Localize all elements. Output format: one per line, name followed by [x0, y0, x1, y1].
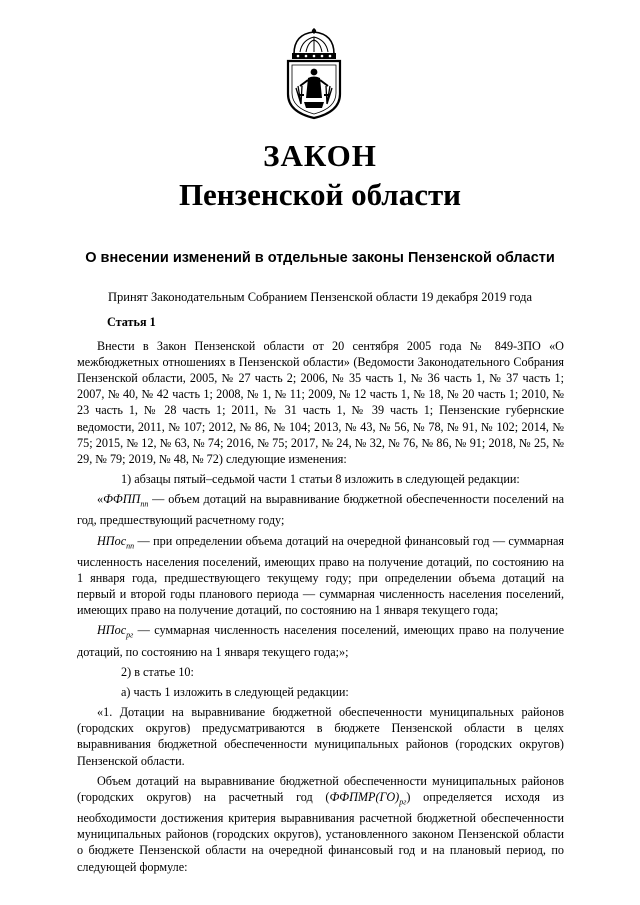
penza-coat-of-arms-icon: [278, 28, 350, 120]
article-intro-paragraph: Внести в Закон Пензенской области от 20 сентября 2005 года № 849-ЗПО «О межбюджетных отношениях в Пензенской области» (Ведомости Законодательного Собрания Пензенской области, 2005, № 27 часть 2; 2006, № 35 часть 1, № 36 часть 1, № 37 часть 1; 2007, № 40, № 42 часть 1; 2008, № 1, № 11; 2009, № 12 часть 1, № 18, № 20 часть 1; 2010, № 23 часть 1, № 28 часть 1; 2011, № 31 часть 1, № 39 часть 1; Пензенские губернские ведомости, 2011, № 107; 2012, № 86, № 104; 2013, № 43, № 56, № 78, № 91, № 102; 2014, № 75; 2015, № 12, № 63, № 74; 2016, № 75; 2017, № 24, № 32, № 76, № 86, № 91; 2018, № 25, № 29, № 79; 2019, № 48, № 72) следующие изменения:: [77, 339, 564, 466]
definition-text: — при определении объема дотаций на очередной финансовый год — суммарная численность населения поселений, имеющих право на получение дотаций, по состоянию на 1 января года, предшествующего текущему году; при определении объема дотаций на первый и второй годы планового периода — суммарная численность населения поселений, имеющих право на получение дотаций, по состоянию на 1 января текущего года;: [77, 533, 564, 618]
document-body: [77, 314, 564, 875]
formula-definition-ffpp: [77, 491, 564, 529]
law-name: О внесении изменений в отдельные законы Пензенской области: [85, 250, 555, 266]
adoption-line: Принят Законодательным Собранием Пензенской области 19 декабря 2019 года: [107, 290, 533, 304]
quote-open: «: [97, 491, 104, 506]
formula-variable: $ФФПМР(ГО)_{рг}$: [329, 789, 407, 807]
formula-definition-npos-rg: [77, 622, 564, 660]
part-1-paragraph: «1. Дотации на выравнивание бюджетной обеспеченности муниципальных районов (городских округов) предусматриваются в бюджете Пензенской области в целях выравнивания бюджетной обеспеченности муниципальных районов (городских округов) Пензенской области.: [77, 705, 564, 768]
definition-text: — объем дотаций на выравнивание бюджетной обеспеченности поселений на год, предшествующий расчетному году;: [77, 491, 564, 528]
formula-definition-npos-pp: [77, 533, 564, 619]
formula-variable: $ФФПП_{пп}$: [103, 491, 149, 509]
article-heading: Статья 1: [107, 315, 156, 329]
document-title: ЗАКОН: [263, 138, 377, 173]
subsidy-volume-paragraph: Объем дотаций на выравнивание бюджетной обеспеченности муниципальных районов (городских округов) на расчетный год $(ФФПМР(ГО)_{рг})$ определяется исходя из необходимости достижения критерия выравнивания расчетной бюджетной обеспеченности муниципальных районов (городских округов), установленного законом Пензенской области о бюджете Пензенской области на очередной финансовый год и на плановый период, по следующей формуле:: [77, 773, 565, 874]
amendment-item-2: 2) в статье 10:: [121, 665, 194, 680]
formula-variable: НПос$_{рг}$: [97, 623, 134, 640]
amendment-item-1: 1) абзацы пятый–седьмой части 1 статьи 8 изложить в следующей редакции:: [121, 471, 520, 486]
definition-text: — суммарная численность населения поселений, имеющих право на получение дотаций, по состоянию на 1 января текущего года;»;: [77, 623, 564, 659]
document-subtitle: Пензенской области: [178, 177, 462, 212]
amendment-item-2a: а) часть 1 изложить в следующей редакции:: [121, 685, 349, 700]
formula-variable: НПос$_{пп}$: [97, 533, 135, 550]
